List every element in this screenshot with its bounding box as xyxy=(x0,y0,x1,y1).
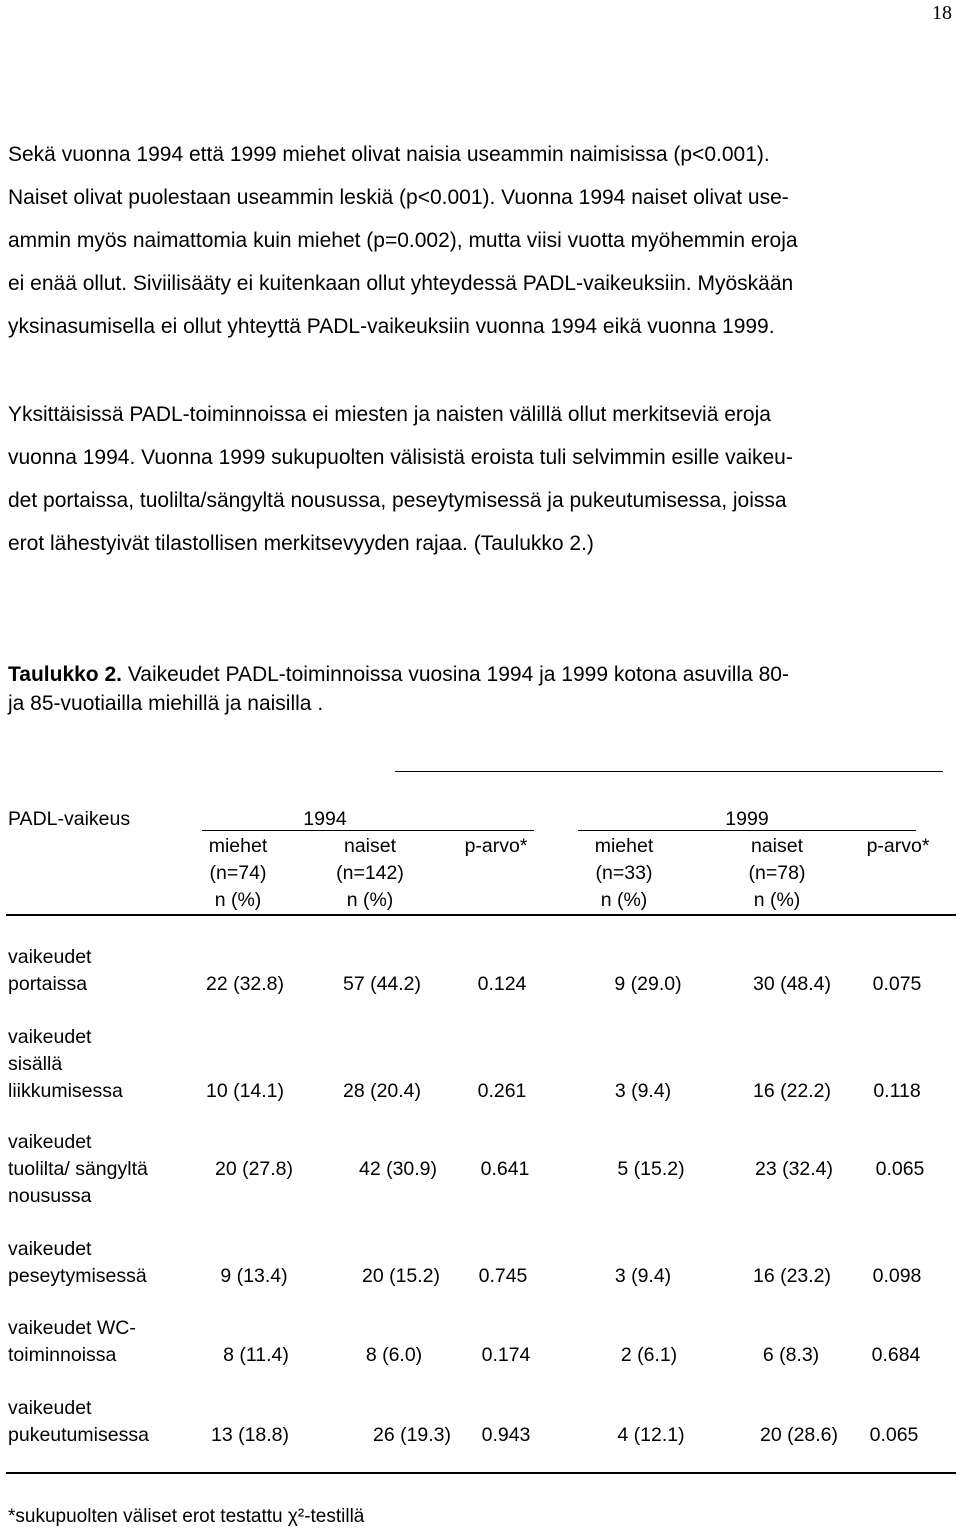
column-header-group: miehet xyxy=(594,835,654,857)
paragraph-marital-status xyxy=(8,133,952,348)
text-line: yksinasumisella ei ollut yhteyttä PADL-vaikeuksiin vuonna 1994 eikä vuonna 1999. xyxy=(8,315,775,338)
table-cell: 4 (12.1) xyxy=(617,1424,685,1446)
row-label: peseytymisessä xyxy=(8,1265,147,1287)
text-line: Naiset olivat puolestaan useammin leskiä (p<0.001). Vuonna 1994 naiset olivat use- xyxy=(8,186,789,209)
column-header-n: (n=142) xyxy=(336,862,404,884)
row-label: portaissa xyxy=(8,973,88,995)
text-line: det portaissa, tuolilta/sängyltä nousussa, peseytymisessä ja pukeutumisessa, joissa xyxy=(8,489,787,512)
row-label: vaikeudet xyxy=(8,1026,92,1048)
text-line: ammin myös naimattomia kuin miehet (p=0.002), mutta viisi vuotta myöhemmin eroja xyxy=(8,229,798,252)
table-top-rule xyxy=(395,771,943,772)
table-cell: 3 (9.4) xyxy=(614,1265,672,1287)
table-cell: 9 (29.0) xyxy=(614,973,682,995)
column-header-unit: n (%) xyxy=(753,889,801,911)
table-cell: 22 (32.8) xyxy=(205,973,285,995)
row-label: liikkumisessa xyxy=(8,1080,123,1102)
table-cell: 0.745 xyxy=(478,1265,528,1287)
table-cell: 28 (20.4) xyxy=(342,1080,422,1102)
text-line: vuonna 1994. Vuonna 1999 sukupuolten välisistä eroista tuli selvimmin esille vaikeu- xyxy=(8,446,793,469)
footnote: *sukupuolten väliset erot testattu χ²-testillä xyxy=(8,1506,365,1527)
table-cell: 20 (28.6) xyxy=(759,1424,839,1446)
column-header-unit: n (%) xyxy=(600,889,648,911)
table-cell: 57 (44.2) xyxy=(342,973,422,995)
table-cell: 0.261 xyxy=(477,1080,527,1102)
row-label: pukeutumisessa xyxy=(8,1424,149,1446)
text-line: Sekä vuonna 1994 että 1999 miehet olivat naisia useammin naimisissa (p<0.001). xyxy=(8,143,770,166)
row-label: sisällä xyxy=(8,1053,63,1075)
column-header-n: (n=78) xyxy=(748,862,806,884)
table-cell: 13 (18.8) xyxy=(210,1424,290,1446)
table-cell: 0.118 xyxy=(873,1080,921,1102)
column-header-unit: n (%) xyxy=(214,889,262,911)
table-cell: 0.174 xyxy=(481,1344,531,1366)
table-cell: 2 (6.1) xyxy=(620,1344,678,1366)
table-cell: 8 (11.4) xyxy=(223,1344,289,1366)
column-header-group: miehet xyxy=(208,835,268,857)
row-label: vaikeudet xyxy=(8,1238,92,1260)
year-1999-header: 1999 xyxy=(725,808,769,830)
row-label: vaikeudet xyxy=(8,1397,92,1419)
table-cell: 20 (15.2) xyxy=(361,1265,441,1287)
table-label: Taulukko 2. xyxy=(8,663,122,686)
table-cell: 6 (8.3) xyxy=(762,1344,820,1366)
row-label: vaikeudet xyxy=(8,1131,92,1153)
caption-text-line2: ja 85-vuotiailla miehillä ja naisilla . xyxy=(8,692,324,715)
column-header-padl: PADL-vaikeus xyxy=(8,808,131,830)
table-cell: 20 (27.8) xyxy=(214,1158,294,1180)
row-label: toiminnoissa xyxy=(8,1344,117,1366)
table-cell: 42 (30.9) xyxy=(358,1158,438,1180)
row-label: vaikeudet WC- xyxy=(8,1317,136,1339)
table-cell: 0.943 xyxy=(481,1424,531,1446)
table-cell: 30 (48.4) xyxy=(752,973,832,995)
table-cell: 0.065 xyxy=(875,1158,925,1180)
table-cell: 0.098 xyxy=(872,1265,922,1287)
table-cell: 16 (22.2) xyxy=(752,1080,832,1102)
table-cell: 16 (23.2) xyxy=(752,1265,832,1287)
table-cell: 8 (6.0) xyxy=(365,1344,423,1366)
table-header-rule xyxy=(6,914,956,916)
column-header-n: (n=74) xyxy=(209,862,267,884)
table-cell: 0.641 xyxy=(480,1158,530,1180)
column-header-n: (n=33) xyxy=(595,862,653,884)
text-line: ei enää ollut. Siviilisääty ei kuitenkaan ollut yhteydessä PADL-vaikeuksiin. Myöskään xyxy=(8,272,794,295)
table-cell: 0.124 xyxy=(477,973,527,995)
table-cell: 26 (19.3) xyxy=(372,1424,452,1446)
text-line: erot lähestyivät tilastollisen merkitsevyyden rajaa. (Taulukko 2.) xyxy=(8,532,594,555)
table-cell: 5 (15.2) xyxy=(617,1158,685,1180)
column-header-group: naiset xyxy=(343,835,397,857)
row-label: vaikeudet xyxy=(8,946,92,968)
paragraph-padl-differences xyxy=(8,393,952,565)
column-header-group: p-arvo* xyxy=(464,835,528,857)
table-cell: 9 (13.4) xyxy=(220,1265,288,1287)
column-header-group: p-arvo* xyxy=(866,835,930,857)
table-cell: 3 (9.4) xyxy=(614,1080,672,1102)
table-cell: 0.065 xyxy=(869,1424,919,1446)
caption-text: Vaikeudet PADL-toiminnoissa vuosina 1994 ja 1999 kotona asuvilla 80- xyxy=(121,663,789,686)
table-caption xyxy=(8,660,952,718)
row-label: tuolilta/ sängyltä xyxy=(8,1158,148,1180)
table-cell: 0.684 xyxy=(871,1344,921,1366)
table-cell: 23 (32.4) xyxy=(754,1158,834,1180)
page-number: 18 xyxy=(932,2,952,24)
text-line: Yksittäisissä PADL-toiminnoissa ei miesten ja naisten välillä ollut merkitseviä eroja xyxy=(8,403,771,426)
year-1994-header: 1994 xyxy=(303,808,347,830)
column-header-unit: n (%) xyxy=(346,889,394,911)
table-cell: 10 (14.1) xyxy=(205,1080,285,1102)
table-cell: 0.075 xyxy=(872,973,922,995)
column-header-group: naiset xyxy=(750,835,804,857)
row-label: nousussa xyxy=(8,1185,92,1207)
table-bottom-rule xyxy=(6,1472,956,1474)
